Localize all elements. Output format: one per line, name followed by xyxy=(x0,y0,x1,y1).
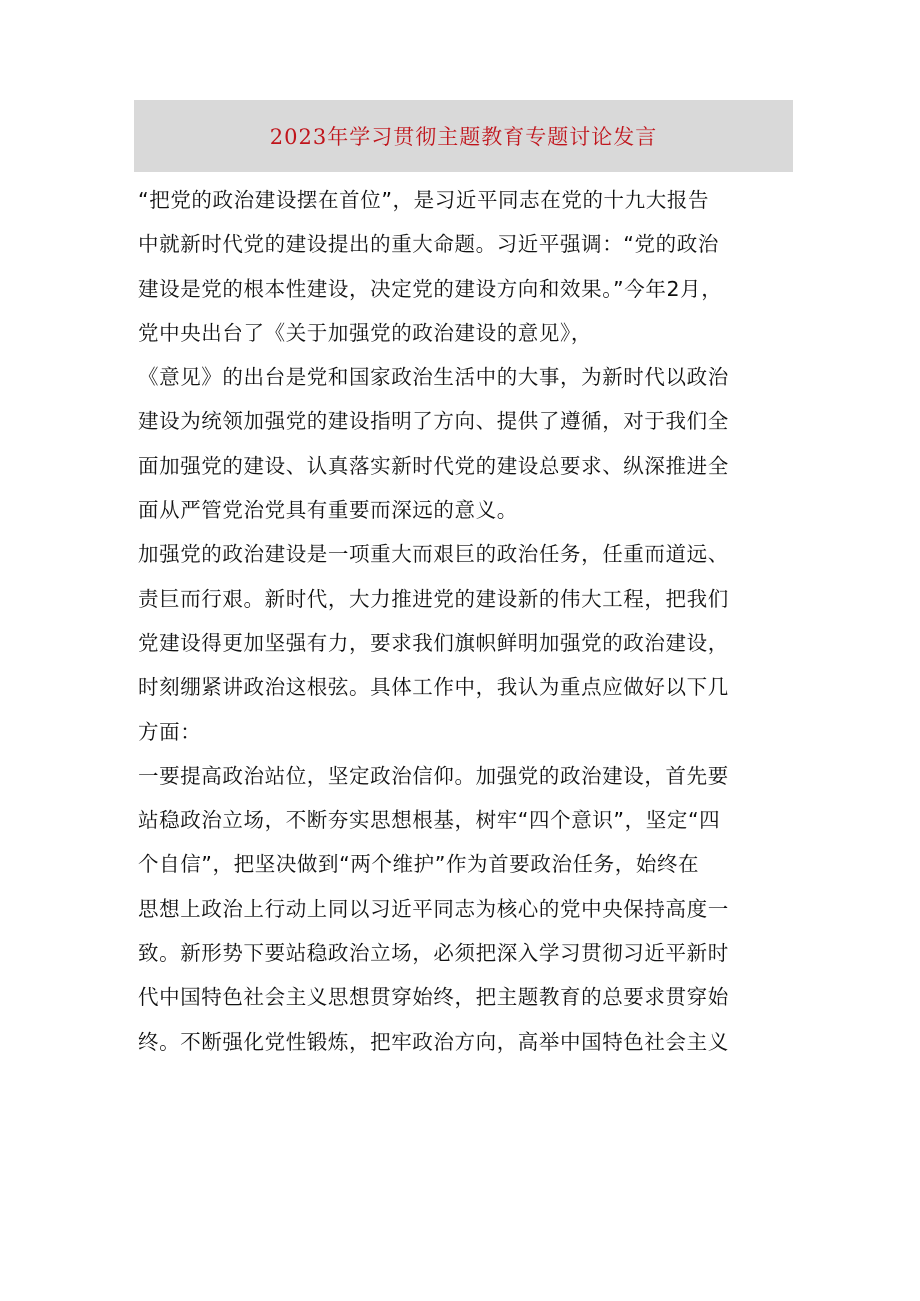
body-line: 个自信”，把坚决做到“两个维护”作为首要政治任务，始终在 xyxy=(138,852,700,877)
body-line: 党建设得更加坚强有力，要求我们旗帜鲜明加强党的政治建设， xyxy=(138,630,729,655)
body-line: 《意见》的出台是党和国家政治生活中的大事，为新时代以政治 xyxy=(138,365,729,390)
body-line: 加强党的政治建设是一项重大而艰巨的政治任务，任重而道远、 xyxy=(138,542,729,567)
body-line: 一要提高政治站位，坚定政治信仰。加强党的政治建设，首先要 xyxy=(138,763,729,788)
title-banner xyxy=(134,100,793,172)
body-line: 责巨而行艰。新时代，大力推进党的建设新的伟大工程，把我们 xyxy=(138,586,729,611)
body-line: 时刻绷紧讲政治这根弦。具体工作中，我认为重点应做好以下几 xyxy=(138,675,729,700)
body-line: 站稳政治立场，不断夯实思想根基，树牢“四个意识”，坚定“四 xyxy=(138,808,721,833)
body-line: 思想上政治上行动上同以习近平同志为核心的党中央保持高度一 xyxy=(138,896,729,921)
body-line: 中就新时代党的建设提出的重大命题。习近平强调：“党的政治 xyxy=(138,232,719,257)
body-line: “把党的政治建设摆在首位”，是习近平同志在党的十九大报告 xyxy=(138,188,710,212)
body-line: 致。新形势下要站稳政治立场，必须把深入学习贯彻习近平新时 xyxy=(138,941,729,966)
body-line: 终。不断强化党性锻炼，把牢政治方向，高举中国特色社会主义 xyxy=(138,1029,729,1054)
document-body xyxy=(138,178,798,1064)
document-title: 2023年学习贯彻主题教育专题讨论发言 xyxy=(269,125,658,149)
body-line: 面加强党的建设、认真落实新时代党的建设总要求、纵深推进全 xyxy=(138,453,729,478)
body-line: 党中央出台了《关于加强党的政治建设的意见》， xyxy=(138,320,592,345)
body-line: 建设为统领加强党的建设指明了方向、提供了遵循，对于我们全 xyxy=(138,409,729,434)
body-line: 代中国特色社会主义思想贯穿始终，把主题教育的总要求贯穿始 xyxy=(138,985,729,1010)
body-line: 方面： xyxy=(138,719,202,744)
body-line: 建设是党的根本性建设，决定党的建设方向和效果。”今年2月， xyxy=(138,276,723,301)
body-line: 面从严管党治党具有重要而深远的意义。 xyxy=(138,498,518,523)
